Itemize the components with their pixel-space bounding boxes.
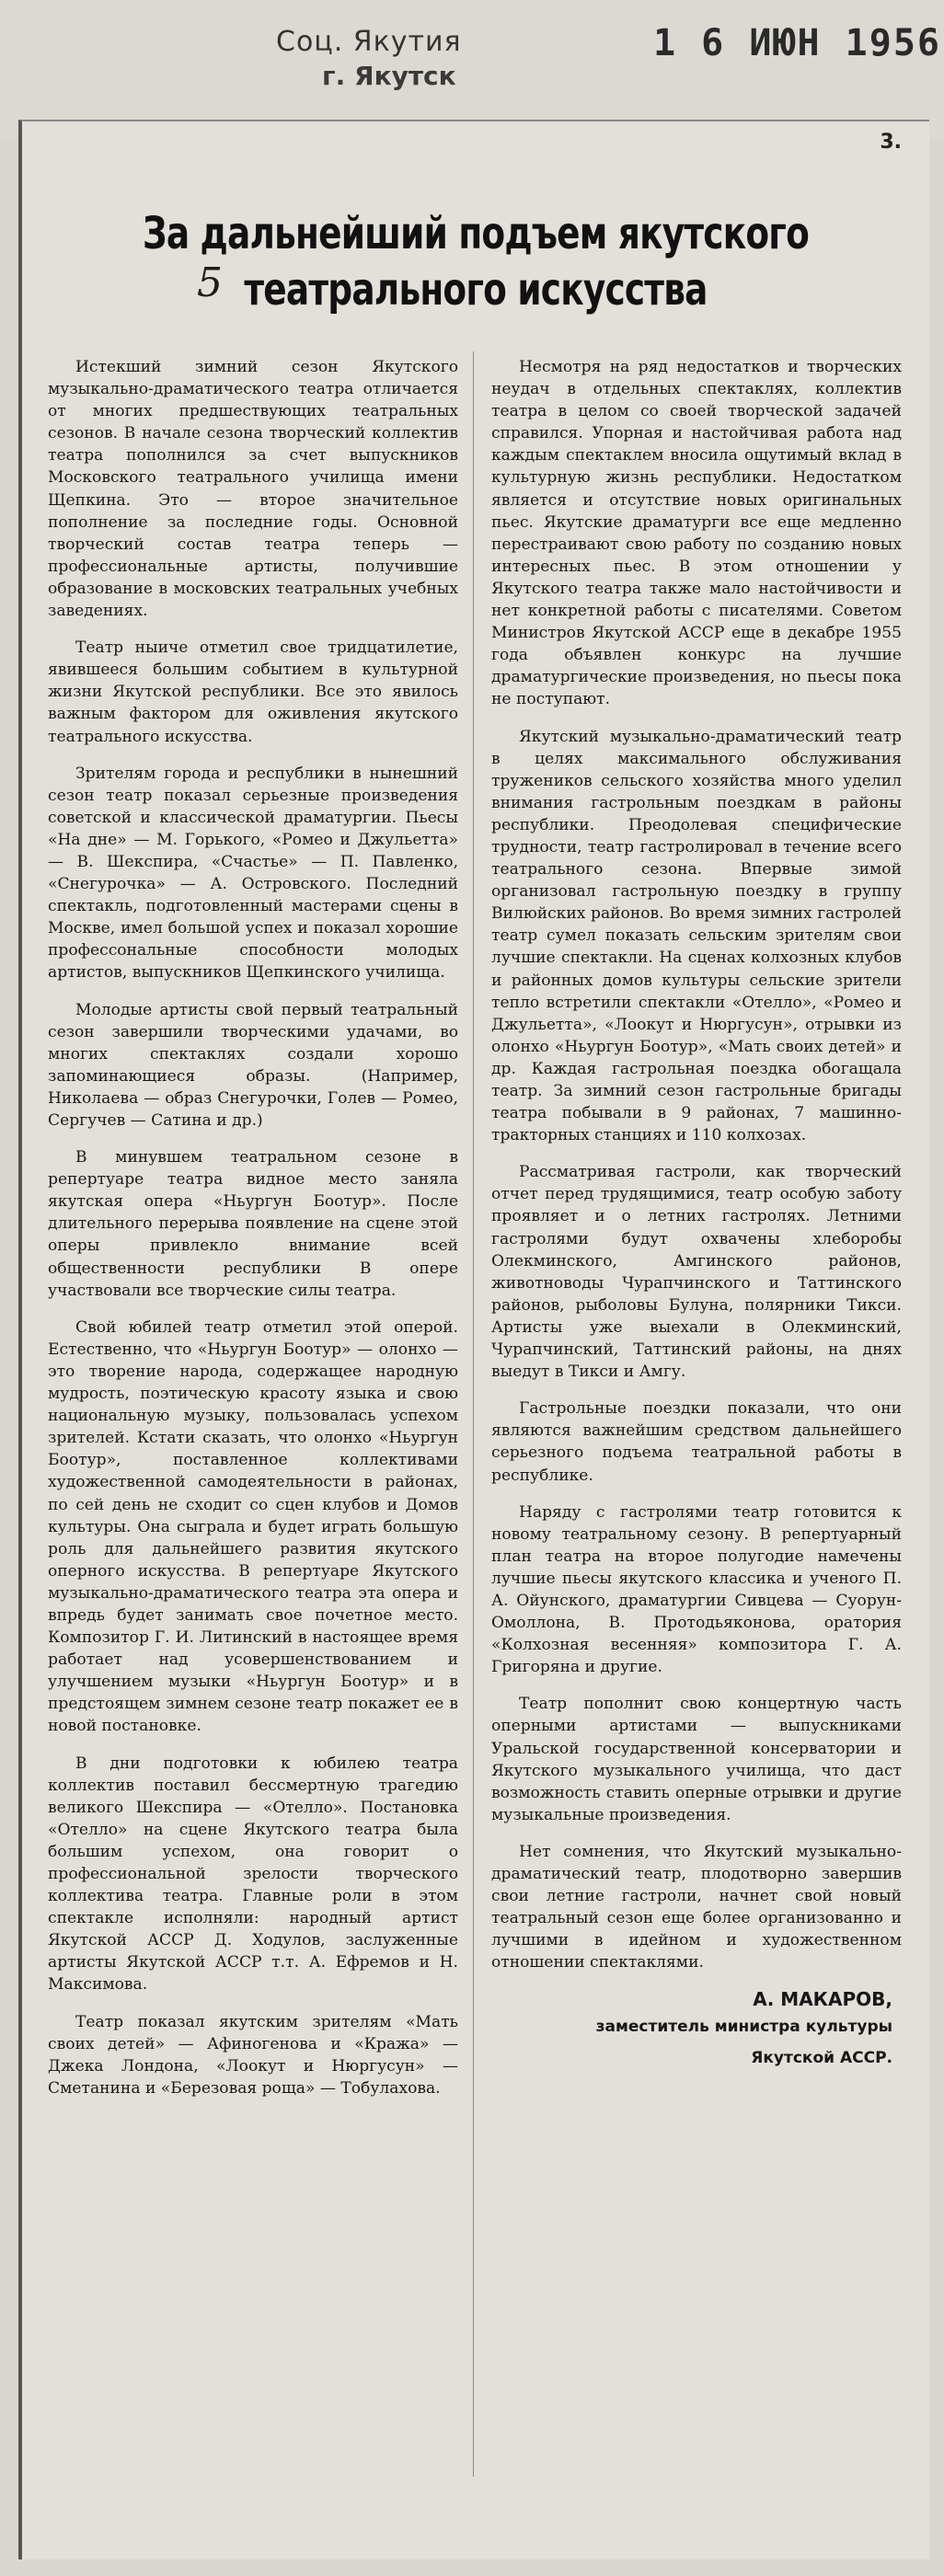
- article-title: [121, 206, 829, 318]
- author-role-org: Якутской АССР.: [751, 2048, 892, 2067]
- paragraph: Театр пополнит свою концертную часть оперными артистами — выпускниками Уральской государственной консерватории и Якутского музыкального училища, что даст возможность ставить оперные отрывки и другие музыкальные произведения.: [491, 1695, 902, 1824]
- paragraph: Якутский музыкально-драматический театр в целях максимального обслуживания тружеников сельского хозяйства много уделил внимания гастрольным поездкам в районы республики. Преодолевая специфические трудности, театр гастролировал в течение всего театрального сезона. Впервые зимой организовал гастрольную поездку в группу Вилюйских районов. Во время зимних гастролей театр сумел показать сельским зрителям свои лучшие спектакли. На сценах колхозных клубов и районных домов культуры сельские зрители тепло встретили спектакли «Отелло», «Ромео и Джульетта», «Лоокут и Нюргусун», отрывки из олонхо «Ньургун Боотур», «Мать своих детей» и др. Каждая гастрольная поездка обогащала театр. За зимний сезон гастрольные бригады театра побывали в 9 районах, 7 машинно-тракторных станциях и 110 колхозах.: [491, 727, 902, 1145]
- paragraph: Наряду с гастролями театр готовится к новому театральному сезону. В репертуарный план театра на второе полугодие намечены лучшие пьесы якутского классика и ученого П. А. Ойунского, драматургии Сивцева — Суорун-Омоллона, В. Протодьяконова, оратория «Колхозная весенняя» композитора Г. А. Григоряна и другие.: [491, 1502, 902, 1677]
- paragraph: Зрителям города и республики в нынешний сезон театр показал серьезные произведения советской и классической драматургии. Пьесы «На дне» — М. Горького, «Ромео и Джульетта» — В. Шекспира, «Счастье» — П. Павленко, «Снегурочка» — А. Островского. Последний спектакль, подготовленный мастерами сцены в Москве, имел большой успех и показал хорошие профессональные способности молодых артистов, выпускников Щепкинского училища.: [48, 764, 458, 983]
- author-role: заместитель министра культуры: [595, 2017, 892, 2036]
- paragraph: Нет сомнения, что Якутский музыкально-драматический театр, плодотворно завершив свои летние гастроли, начнет свой новый театральный сезон еще более организованно и лучшими в идейном и художественном отношении спектаклями.: [491, 1842, 902, 1972]
- newspaper-clipping: [18, 120, 929, 2559]
- right-column: [491, 356, 902, 2074]
- left-column: [48, 356, 458, 2114]
- paragraph: Истекший зимний сезон Якутского музыкально-драматического театра отличается от многих предшествующих театральных сезонов. В начале сезона творческий коллектив театра пополнился за счет выпускников Московского театрального училища имени Щепкина. Это — второе значительное пополнение за последние годы. Основной творческий состав театра теперь — профессиональные артисты, получившие образование в московских театральных учебных заведениях.: [48, 358, 458, 621]
- column-divider: [473, 351, 474, 2477]
- paragraph: Театр показал якутским зрителям «Мать своих детей» — Афиногенова и «Кража» — Джека Лондона, «Лоокут и Нюргусун» — Сметанина и «Березовая роща» — Тобулахова.: [48, 2012, 458, 2098]
- page-number: 3.: [880, 131, 902, 154]
- paragraph: Театр ныиче отметил свое тридцатилетие, явившееся большим событием в культурной жизни Якутской республики. Все это явилось важным фактором для оживления якутского театрального искусства.: [48, 638, 458, 746]
- paragraph: Гастрольные поездки показали, что они являются важнейшим средством дальнейшего серьезного подъема театральной работы в республике.: [491, 1399, 902, 1485]
- paragraph: В минувшем театральном сезоне в репертуаре театра видное место заняла якутская опера «Ньургун Боотур». После длительного перерыва появление на сцене этой оперы привлекло внимание всей общественности республики В опере участвовали все творческие силы театра.: [48, 1148, 458, 1300]
- newspaper-name: Соц. Якутия: [276, 26, 462, 58]
- paragraph: В дни подготовки к юбилею театра коллектив поставил бессмертную трагедию великого Шекспира — «Отелло». Постановка «Отелло» на сцене Якутского театра была большим успехом, она говорит о профессиональной зрелости творческого коллектива театра. Главные роли в этом спектакле исполняли: народный артист Якутской АССР Д. Ходулов, заслуженные артисты Якутской АССР т.т. А. Ефремов и Н. Максимова.: [48, 1754, 458, 1995]
- handwritten-mark: 5: [197, 259, 223, 306]
- clipping-header: [0, 0, 944, 138]
- paragraph: Несмотря на ряд недостатков и творческих неудач в отдельных спектаклях, коллектив театра в целом со своей творческой задачей справился. Упорная и настойчивая работа над каждым спектаклем вносила ощутимый вклад в культурную жизнь республики. Недостатком является и отсутствие новых оригинальных пьес. Якутские драматурги все еще медленно перестраивают свою работу по созданию новых интересных пьес. В этом отношении у Якутского театра также мало настойчивости и нет конкретной работы с писателями. Советом Министров Якутской АССР еще в декабре 1955 года объявлен конкурс на лучшие драматургические произведения, но пьесы пока не поступают.: [491, 358, 902, 709]
- article-title-line-1: За дальнейший подъем якутского: [142, 208, 810, 259]
- signature: [491, 1988, 902, 2073]
- paragraph: Молодые артисты свой первый театральный сезон завершили творческими удачами, во многих спектаклях создали хорошо запоминающиеся образы. (Например, Николаева — образ Снегурочки, Голев — Ромео, Сергучев — Сатина и др.): [48, 1000, 458, 1130]
- author-name: А. МАКАРОВ,: [753, 1988, 892, 2011]
- article-title-line-2: театрального искусства: [244, 264, 708, 316]
- date-stamp: 1 6 ИЮН 1956: [653, 22, 941, 64]
- newspaper-city: г. Якутск: [322, 61, 456, 91]
- paragraph: Свой юбилей театр отметил этой оперой. Естественно, что «Ньургун Боотур» — олонхо — это творение народа, содержащее народную мудрость, поэтическую красоту языка и свою национальную музыку, пользовалась успехом зрителей. Кстати сказать, что олонхо «Ньургун Боотур», поставленное коллективами художественной самодеятельности в районах, по сей день не сходит со сцен клубов и Домов культуры. Она сыграла и будет играть большую роль для дальнейшего развития якутского оперного искусства. В репертуаре Якутского музыкально-драматического театра эта опера и впредь будет занимать свое почетное место. Композитор Г. И. Литинский в настоящее время работает над усовершенствованием и улучшением музыки «Ньургун Боотур» и в предстоящем зимнем сезоне театр покажет ее в новой постановке.: [48, 1317, 458, 1736]
- paragraph: Рассматривая гастроли, как творческий отчет перед трудящимися, театр особую заботу проявляет и о летних гастролях. Летними гастролями будут охвачены хлеборобы Олекминского, Амгинского районов, животноводы Чурапчинского и Таттинского районов, рыболовы Булуна, полярники Тикси. Артисты уже выехали в Олекминский, Чурапчинский, Таттинский районы, на днях выедут в Тикси и Амгу.: [491, 1163, 902, 1382]
